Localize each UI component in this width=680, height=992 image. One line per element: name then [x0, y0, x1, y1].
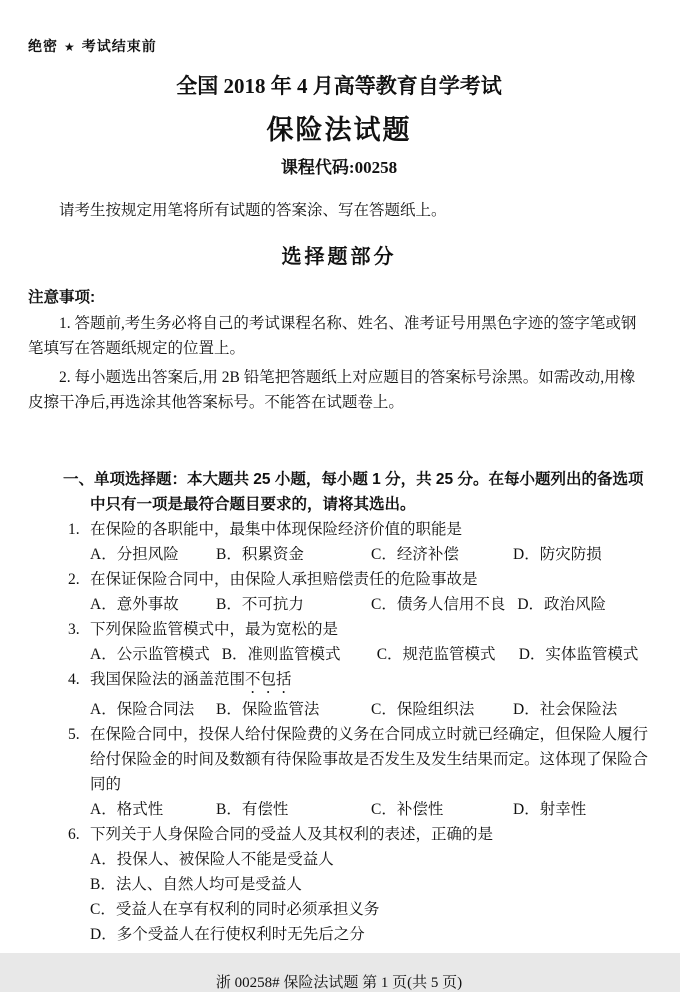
question-2-text: [68, 567, 650, 592]
option-b: B．保险监管法: [216, 701, 320, 718]
question-1-text: [68, 517, 650, 542]
option-d: D．射幸性: [513, 801, 587, 818]
notice-heading: 注意事项:: [28, 289, 96, 306]
option-a: A．意外事故: [90, 596, 179, 613]
question-3-stem: 下列保险监管模式中，最为宽松的是: [90, 621, 339, 638]
question-3-number: 3.: [68, 621, 80, 638]
option-b: B．法人、自然人均可是受益人: [90, 876, 302, 893]
question-5-options: [90, 797, 650, 822]
option-a: A．保险合同法: [90, 701, 195, 718]
question-6-text: [68, 822, 650, 847]
option-b: B．有偿性: [216, 801, 289, 818]
question-5-stem: 在保险合同中，投保人给付保险费的义务在合同成立时就已经确定，但保险人履行给付保险金的时间及数额有待保险事故是否发生及发生结果而定。这体现了保险合同的: [90, 726, 649, 793]
question-4-stem: 我国保险法的涵盖范围: [90, 671, 246, 688]
option-a: A．分担风险: [90, 546, 179, 563]
question-1-stem: 在保险的各职能中，最集中体现保险经济价值的职能是: [90, 521, 463, 538]
option-b: B．准则监管模式: [221, 646, 341, 663]
option-a: A．公示监管模式: [90, 646, 210, 663]
question-1-number: 1.: [68, 521, 80, 538]
question-4-text: [68, 667, 650, 697]
question-2-stem: 在保证保险合同中，由保险人承担赔偿责任的危险事故是: [90, 571, 478, 588]
option-b: B．积累资金: [216, 546, 304, 563]
paper-title: 保险法试题: [266, 115, 412, 145]
question-2-number: 2.: [68, 571, 80, 588]
option-d: D．多个受益人在行使权利时无先后之分: [90, 926, 365, 943]
question-6-stem: 下列关于人身保险合同的受益人及其权利的表述，正确的是: [90, 826, 494, 843]
question-5: [28, 722, 650, 822]
option-d: D．政治风险: [517, 596, 607, 613]
classification-prefix: 绝密: [28, 38, 58, 54]
option-c: C．规范监管模式: [376, 646, 496, 663]
question-5-number: 5.: [68, 726, 80, 743]
question-4-stem-emphasis: 不包括: [245, 671, 292, 688]
question-2-options: [90, 592, 650, 617]
option-b: B．不可抗力: [216, 596, 304, 613]
question-6-number: 6.: [68, 826, 80, 843]
section-title: 选择题部分: [281, 246, 397, 268]
question-1: [28, 517, 650, 567]
notice-item-2: 2. 每小题选出答案后,用 2B 铅笔把答题纸上对应题目的答案标号涂黑。如需改动,用橡皮擦干净后,再选涂其他答案标号。不能答在试题卷上。: [28, 369, 636, 411]
classification-suffix: 考试结束前: [81, 38, 157, 54]
question-3-text: [68, 617, 650, 642]
option-c: C．债务人信用不良: [371, 596, 506, 613]
question-4-options: [90, 697, 650, 722]
question-3: [28, 617, 650, 667]
option-a: A．投保人、被保险人不能是受益人: [90, 851, 334, 868]
question-4-number: 4.: [68, 671, 80, 688]
option-d: D．实体监管模式: [518, 646, 639, 663]
mcq-section: [28, 467, 650, 947]
option-c: C．经济补偿: [371, 546, 459, 563]
notice-item-1: 1. 答题前,考生务必将自己的考试课程名称、姓名、准考证号用黑色字迹的签字笔或钢笔填写在答题纸规定的位置上。: [28, 315, 637, 357]
question-1-options: [90, 542, 650, 567]
question-4: [28, 667, 650, 722]
option-c: C．受益人在享有权利的同时必须承担义务: [90, 901, 380, 918]
option-a: A．格式性: [90, 801, 164, 818]
question-5-text: [68, 722, 650, 797]
security-classification: [28, 36, 650, 56]
option-c: C．补偿性: [371, 801, 444, 818]
page-footer: 浙 00258# 保险法试题 第 1 页(共 5 页): [215, 975, 463, 991]
question-2: [28, 567, 650, 617]
question-6: [28, 822, 650, 947]
mcq-section-header: 一、单项选择题：本大题共 25 小题，每小题 1 分，共 25 分。在每小题列出的备选项中只有一项是最符合题目要求的，请将其选出。: [63, 471, 644, 513]
answer-sheet-instruction: 请考生按规定用笔将所有试题的答案涂、写在答题纸上。: [59, 202, 447, 219]
course-code: 课程代码:00258: [280, 158, 398, 177]
option-c: C．保险组织法: [371, 701, 475, 718]
option-d: D．社会保险法: [513, 701, 618, 718]
option-d: D．防灾防损: [513, 546, 602, 563]
question-3-options: [90, 642, 650, 667]
question-6-options: [90, 847, 650, 947]
exam-title: 全国 2018 年 4 月高等教育自学考试: [176, 74, 502, 98]
star-icon: ★: [64, 40, 76, 54]
